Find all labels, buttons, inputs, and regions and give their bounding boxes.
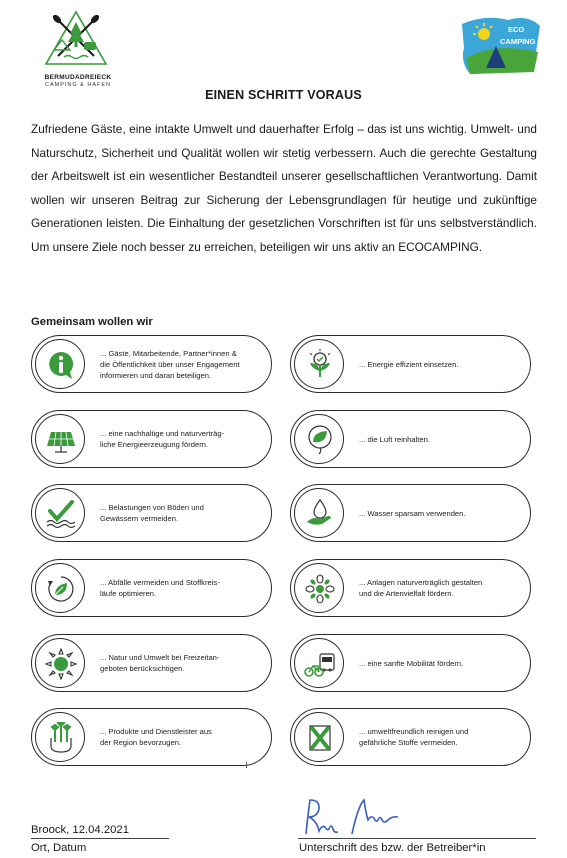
commitment-text: ... Natur und Umwelt bei Freizeitan- geboten berücksichtigen. [100, 653, 220, 673]
info-speech-icon [35, 339, 85, 389]
solar-panel-icon [35, 414, 85, 464]
no-chemicals-icon [294, 712, 344, 762]
commitment-text: ... die Luft reinhalten. [359, 434, 430, 444]
commitment-card-energy [290, 335, 531, 393]
bermudadreieck-emblem-icon [42, 10, 110, 72]
signature-line [298, 838, 536, 839]
eco-badge-text: ECO [508, 25, 525, 34]
check-water-icon [35, 488, 85, 538]
place-date-value: Broock, 12.04.2021 [31, 824, 129, 836]
svg-text:CAMPING: CAMPING [500, 37, 536, 46]
commitment-card-biodiversity [290, 559, 531, 617]
commitment-card-information [31, 335, 272, 393]
commitment-text: ... Gäste, Mitarbeitende, Partner*innen & die Öffentlichkeit über unser Engagement informieren und daran beteiligen. [100, 348, 240, 380]
lightbulb-plant-icon [294, 339, 344, 389]
place-date-label: Ort, Datum [31, 842, 87, 854]
commitment-card-air [290, 410, 531, 468]
commitment-text: ... Wasser sparsam verwenden. [359, 508, 466, 518]
commitment-card-renewable [31, 410, 272, 468]
ecocamping-badge-icon [456, 12, 542, 76]
section-heading: Gemeinsam wollen wir [31, 316, 153, 328]
flower-butterfly-icon [294, 563, 344, 613]
recycle-leaf-icon [35, 563, 85, 613]
divider-tick [246, 762, 247, 768]
commitment-card-mobility [290, 634, 531, 692]
ecocamping-logo [456, 12, 542, 76]
page-title: EINEN SCHRITT VORAUS [205, 88, 362, 102]
bike-train-icon [294, 638, 344, 688]
commitment-text: ... umweltfreundlich reinigen und gefährliche Stoffe vermeiden. [359, 727, 469, 747]
hand-plants-icon [35, 712, 85, 762]
bermudadreieck-logo [26, 10, 126, 90]
commitment-card-waste [31, 559, 272, 617]
handwritten-signature [300, 796, 420, 843]
water-drop-hand-icon [294, 488, 344, 538]
sun-nature-icon [35, 638, 85, 688]
commitment-text: ... Anlagen naturverträglich gestalten und die Artenvielfalt fördern. [359, 578, 483, 598]
commitment-card-water [290, 484, 531, 542]
commitment-text: ... Produkte und Dienstleister aus der Region bevorzugen. [100, 727, 212, 747]
commitment-card-regional [31, 708, 272, 766]
commitment-text: ... eine nachhaltige und naturverträg- liche Energieerzeugung fördern. [100, 429, 225, 449]
commitment-text: ... Energie effizient einsetzen. [359, 359, 459, 369]
commitment-card-cleaning [290, 708, 531, 766]
commitment-text: ... Belastungen von Böden und Gewässern vermeiden. [100, 503, 204, 523]
commitment-text: ... eine sanfte Mobilität fördern. [359, 658, 464, 668]
leaf-balloon-icon [294, 414, 344, 464]
signature-label: Unterschrift des bzw. der Betreiber*in [299, 842, 486, 854]
intro-paragraph: Zufriedene Gäste, eine intakte Umwelt und dauerhafter Erfolg – das ist uns wichtig. Umwelt- und Naturschutz, Sicherheit und Qualität wollen wir stetig verbessern. Auch die gerechte Gestaltung der Arbeitswelt ist ein wesentlicher Bestandteil unserer gesellschaftlichen Verantwortung. Damit wollen wir unseren Beitrag zur Sicherung der Lebensgrundlagen für heutige und zukünftige Generationen leisten. Die Einhaltung der gesetzlichen Vorschriften ist für uns selbstverständlich. Um unsere Ziele noch besser zu erreichen, beteiligen wir uns aktiv an ECOCAMPING. [31, 122, 537, 254]
commitment-card-soil-water [31, 484, 272, 542]
brand-subtitle: CAMPING & HAFEN [44, 82, 112, 88]
brand-name: BERMUDADREIECK [44, 74, 112, 81]
commitment-card-leisure [31, 634, 272, 692]
commitment-text: ... Abfälle vermeiden und Stoffkreis- läufe optimieren. [100, 578, 220, 598]
place-date-line [31, 838, 169, 839]
